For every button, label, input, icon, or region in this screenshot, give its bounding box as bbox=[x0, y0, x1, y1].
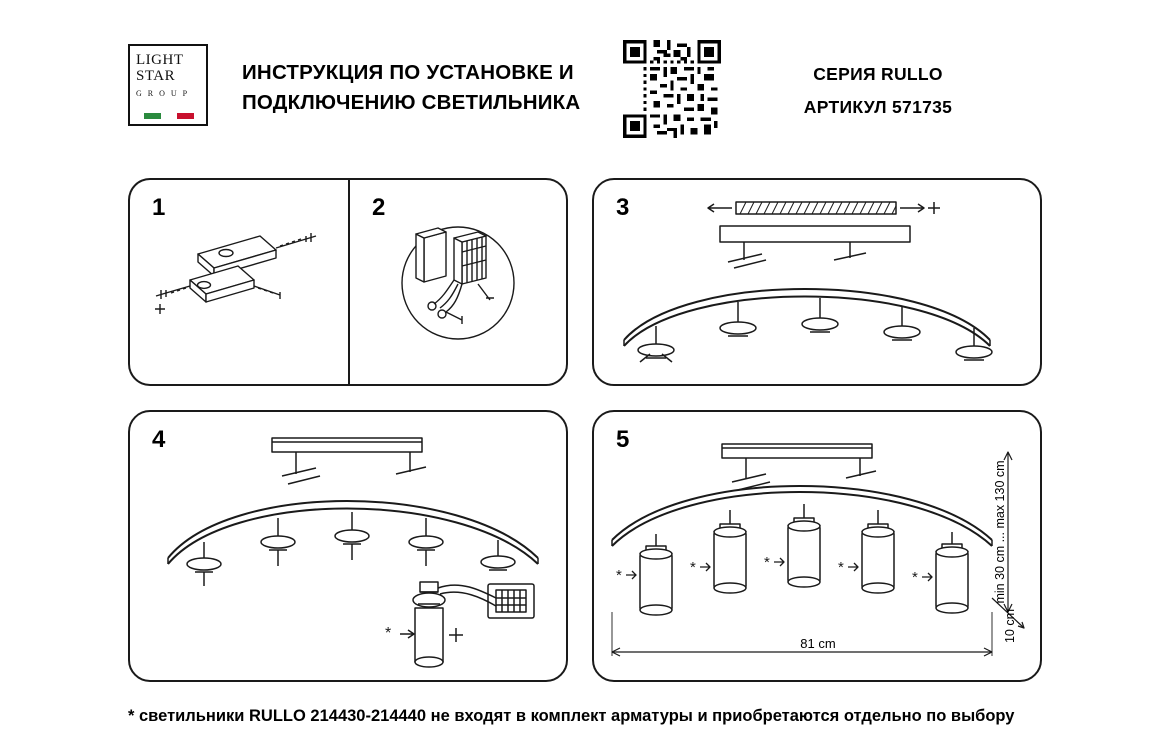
logo-line-2: STAR bbox=[136, 68, 176, 84]
italy-flag-icon bbox=[144, 113, 194, 119]
step-3-illustration bbox=[594, 180, 1044, 388]
step-number-4: 4 bbox=[152, 426, 166, 453]
step-number-3: 3 bbox=[616, 194, 630, 221]
logo-line-1: LIGHT bbox=[136, 52, 184, 68]
page-header bbox=[128, 40, 1043, 130]
step-panel-2 bbox=[348, 178, 568, 386]
svg-text:*: * bbox=[690, 559, 696, 576]
step-panel-4 bbox=[128, 410, 568, 682]
dimension-width-label: 81 cm bbox=[800, 636, 836, 651]
svg-text:*: * bbox=[838, 559, 844, 576]
svg-text:*: * bbox=[764, 554, 770, 571]
series-label: СЕРИЯ RULLO bbox=[813, 64, 943, 84]
svg-text:*: * bbox=[385, 625, 392, 642]
logo-line-3: G R O U P bbox=[136, 89, 190, 98]
article-label: АРТИКУЛ 571735 bbox=[803, 97, 953, 117]
page-title-line-1: ИНСТРУКЦИЯ ПО УСТАНОВКЕ И bbox=[242, 61, 574, 84]
step-number-5: 5 bbox=[616, 426, 630, 453]
svg-text:*: * bbox=[616, 567, 622, 584]
step-panel-3 bbox=[592, 178, 1042, 386]
step-panel-1 bbox=[128, 178, 348, 386]
page-title-line-2: ПОДКЛЮЧЕНИЮ СВЕТИЛЬНИКА bbox=[242, 91, 581, 114]
step-1-illustration bbox=[130, 180, 350, 388]
qr-code-icon bbox=[623, 40, 721, 138]
dimension-height-label: min 30 cm ... max 130 cm bbox=[993, 460, 1007, 604]
step-number-1: 1 bbox=[152, 194, 166, 221]
step-4-illustration bbox=[130, 412, 570, 684]
product-info bbox=[713, 58, 1043, 124]
step-number-2: 2 bbox=[372, 194, 386, 221]
brand-logo bbox=[128, 44, 208, 126]
footnote: * светильники RULLO 214430-214440 не входят в комплект арматуры и приобретаются отдельно по выбору bbox=[128, 707, 1015, 725]
step-5-illustration bbox=[594, 412, 1044, 684]
dimension-depth-label: 10 cm bbox=[1003, 608, 1017, 644]
step-panel-5 bbox=[592, 410, 1042, 682]
step-2-illustration bbox=[350, 180, 570, 388]
panel-divider bbox=[348, 178, 350, 386]
page-title bbox=[242, 58, 632, 118]
svg-text:*: * bbox=[912, 569, 918, 586]
